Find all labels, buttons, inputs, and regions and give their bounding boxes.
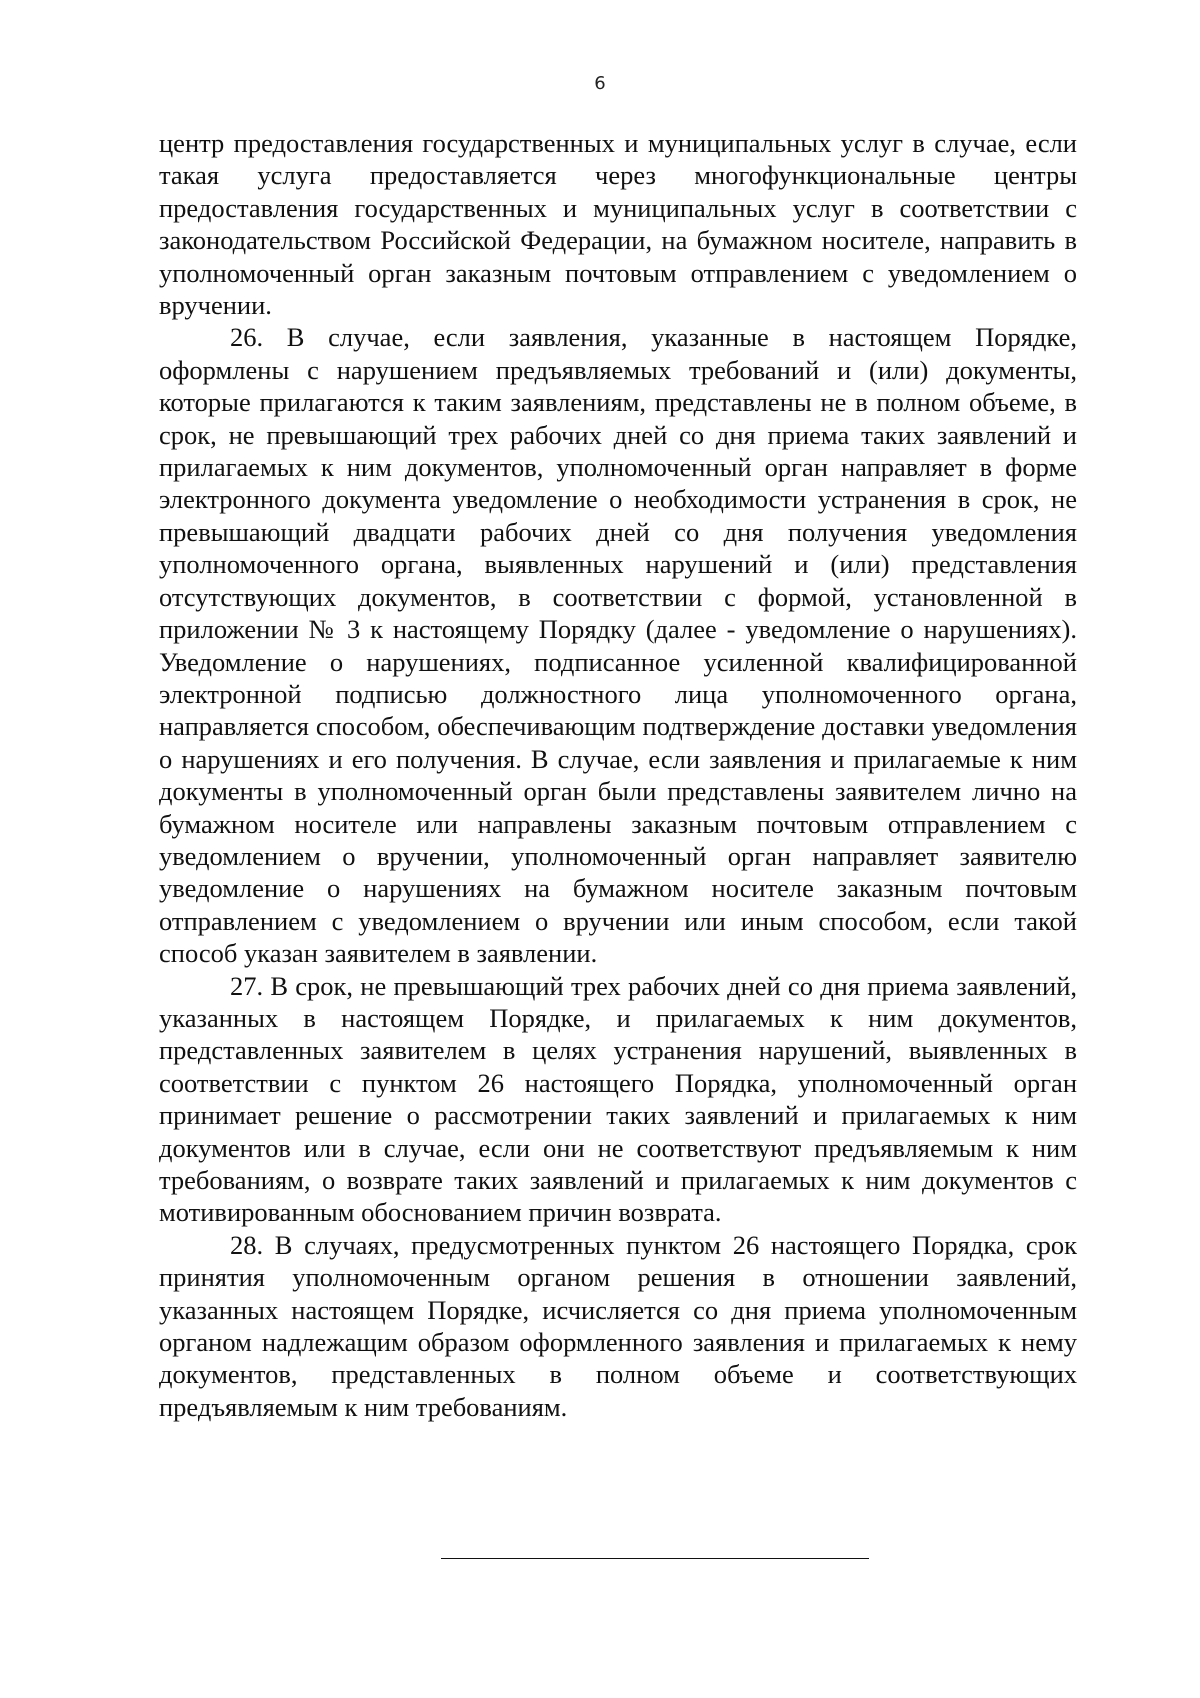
paragraph-continuation: центр предоставления государственных и муниципальных услуг в случае, если такая услуга предоставляется через многофункциональные центры предоставления государственных и муниципальных услуг в соответствии с законодательством Российской Федерации, на бумажном носителе, направить в уполномоченный орган заказным почтовым отправлением с уведомлением о вручении.	[159, 128, 1077, 321]
paragraph-item-26: 26. В случае, если заявления, указанные в настоящем Порядке, оформлены с нарушением предъявляемых требований и (или) документы, которые прилагаются к таким заявлениям, представлены не в полном объеме, в срок, не превышающий трех рабочих дней со дня приема таких заявлений и прилагаемых к ним документов, уполномоченный орган направляет в форме электронного документа уведомление о необходимости устранения в срок, не превышающий двадцати рабочих дней со дня получения уведомления уполномоченного органа, выявленных нарушений и (или) представления отсутствующих документов, в соответствии с формой, установленной в приложении № 3 к настоящему Порядку (далее - уведомление о нарушениях). Уведомление о нарушениях, подписанное усиленной квалифицированной электронной подписью должностного лица уполномоченного органа, направляется способом, обеспечивающим подтверждение доставки уведомления о нарушениях и его получения. В случае, если заявления и прилагаемые к ним документы в уполномоченный орган были представлены заявителем лично на бумажном носителе или направлены заказным почтовым отправлением с уведомлением о вручении, уполномоченный орган направляет заявителю уведомление о нарушениях на бумажном носителе заказным почтовым отправлением с уведомлением о вручении или иным способом, если такой способ указан заявителем в заявлении.	[159, 322, 1077, 969]
document-body	[159, 127, 1077, 1423]
paragraph-item-28: 28. В случаях, предусмотренных пунктом 26 настоящего Порядка, срок принятия уполномоченным органом решения в отношении заявлений, указанных настоящем Порядке, исчисляется со дня приема уполномоченным органом надлежащим образом оформленного заявления и прилагаемых к нему документов, представленных в полном объеме и соответствующих предъявляемым к ним требованиям.	[159, 1229, 1077, 1422]
page-number: 6	[594, 73, 606, 94]
end-of-document-rule	[441, 1558, 869, 1559]
paragraph-item-27: 27. В срок, не превышающий трех рабочих дней со дня приема заявлений, указанных в настоящем Порядке, и прилагаемых к ним документов, представленных заявителем в целях устранения нарушений, выявленных в соответствии с пунктом 26 настоящего Порядка, уполномоченный орган принимает решение о рассмотрении таких заявлений и прилагаемых к ним документов или в случае, если они не соответствуют предъявляемым к ним требованиям, о возврате таких заявлений и прилагаемых к ним документов с мотивированным обоснованием причин возврата.	[159, 970, 1077, 1228]
